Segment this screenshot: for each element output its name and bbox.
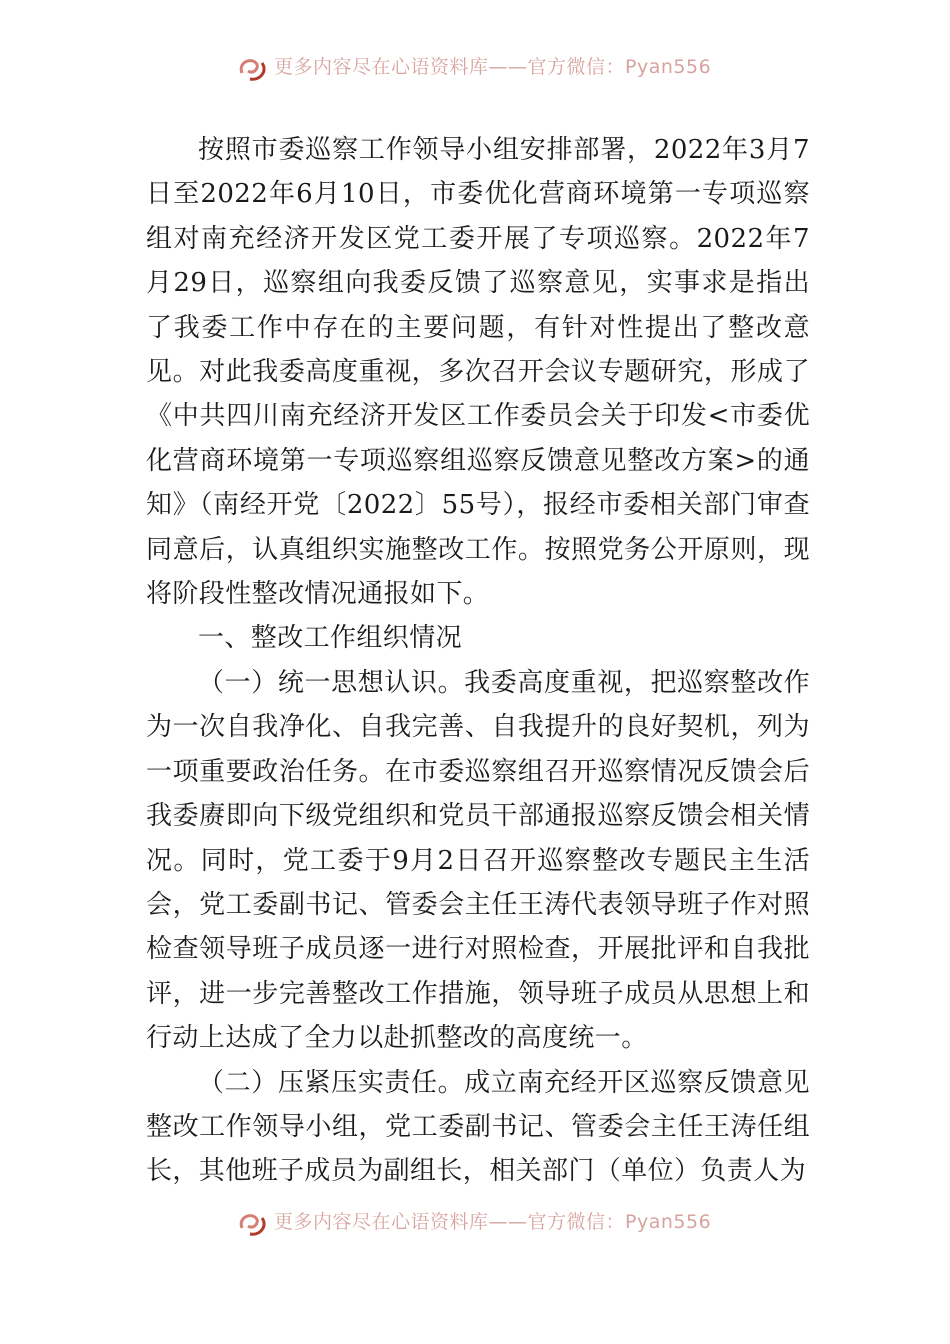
paragraph-responsibility: （二）压紧压实责任。成立南充经开区巡察反馈意见整改工作领导小组，党工委副书记、管委会主任王涛任组长，其他班子成员为副组长，相关部门（单位）负责人为: [146, 1067, 810, 1187]
watermark-text: 更多内容尽在心语资料库——官方微信：Pyan556: [274, 1210, 712, 1233]
swirl-logo-icon: [236, 53, 270, 83]
section-heading: 一、整改工作组织情况: [198, 623, 463, 654]
document-body: [146, 128, 810, 1194]
intro-paragraph: 按照市委巡察工作领导小组安排部署，2022年3月7日至2022年6月10日，市委优化营商环境第一专项巡察组对南充经济开发区党工委开展了专项巡察。2022年7月29日，巡察组向我委反馈了巡察意见，实事求是指出了我委工作中存在的主要问题，有针对性提出了整改意见。对此我委高度重视，多次召开会议专题研究，形成了《中共四川南充经济开发区工作委员会关于印发<市委优化营商环境第一专项巡察组巡察反馈意见整改方案>的通知》（南经开党〔2022〕55号），报经市委相关部门审查同意后，认真组织实施整改工作。按照党务公开原则，现将阶段性整改情况通报如下。: [146, 135, 810, 610]
watermark-footer: [236, 1205, 756, 1241]
paragraph-unify-thinking: （一）统一思想认识。我委高度重视，把巡察整改作为一次自我净化、自我完善、自我提升的良好契机，列为一项重要政治任务。在市委巡察组召开巡察情况反馈会后我委赓即向下级党组织和党员干部通报巡察反馈会相关情况。同时，党工委于9月2日召开巡察整改专题民主生活会，党工委副书记、管委会主任王涛代表领导班子作对照检查领导班子成员逐一进行对照检查，开展批评和自我批评，进一步完善整改工作措施，领导班子成员从思想上和行动上达成了全力以赴抓整改的高度统一。: [146, 667, 810, 1054]
watermark-text: 更多内容尽在心语资料库——官方微信：Pyan556: [274, 55, 712, 78]
watermark-header: [236, 50, 756, 86]
swirl-logo-icon: [236, 1208, 270, 1238]
